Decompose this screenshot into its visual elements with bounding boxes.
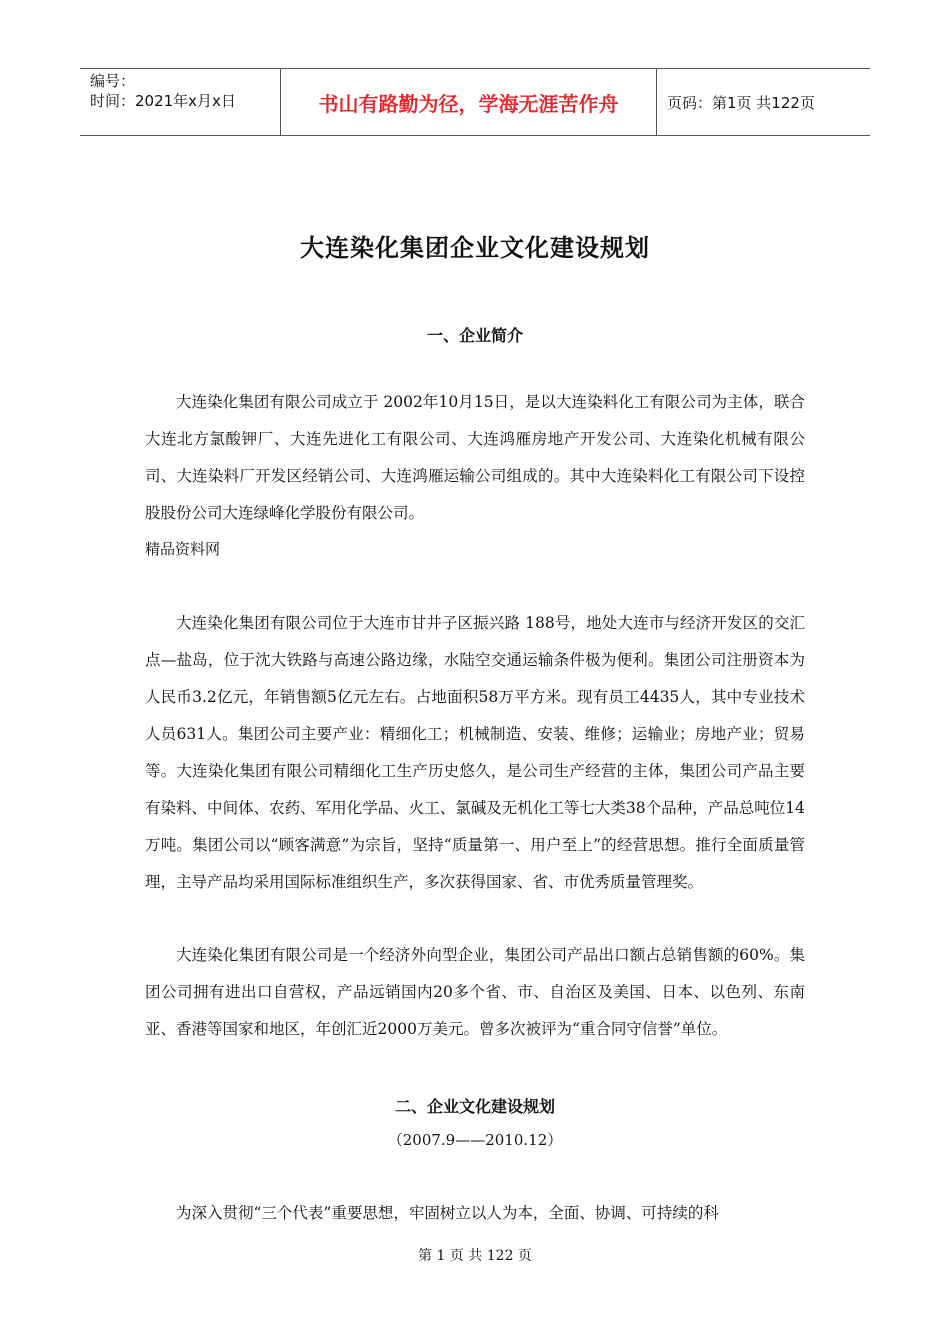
header-motto: 书山有路勤为径，学海无涯苦作舟 (280, 69, 657, 135)
paragraph-company-location: 大连染化集团有限公司位于大连市甘井子区振兴路 188号，地处大连市与经济开发区的交汇点—盐岛，位于沈大铁路与高速公路边缘，水陆空交通运输条件极为便利。集团公司注册资本为人民币3.2亿元，年销售额5亿元左右。占地面积58万平方米。现有员工4435人，其中专业技术人员631人。集团公司主要产业：精细化工；机械制造、安装、维修；运输业；房地产业；贸易等。大连染化集团有限公司精细化工生产历史悠久，是公司生产经营的主体，集团公司产品主要有染料、中间体、农药、军用化学品、火工、氯碱及无机化工等七大类38个品种，产品总吨位14万吨。集团公司以“顾客满意”为宗旨，坚持“质量第一、用户至上”的经营思想。推行全面质量管理，主导产品均采用国际标准组织生产，多次获得国家、省、市优秀质量管理奖。 (145, 614, 805, 891)
document-number-label: 编号： (90, 72, 136, 90)
paragraph-company-export: 大连染化集团有限公司是一个经济外向型企业，集团公司产品出口额占总销售额的60%。集团公司拥有进出口自营权，产品远销国内20多个省、市、自治区及美国、日本、以色列、东南亚、香港等国家和地区，年创汇近2000万美元。曾多次被评为“重合同守信誉”单位。 (145, 946, 805, 1038)
section-1-title: 一、企业简介 (426, 326, 523, 345)
document-title: 大连染化集团企业文化建设规划 (300, 233, 650, 262)
page-header (80, 68, 870, 136)
paragraph-company-intro: 大连染化集团有限公司成立于 2002年10月15日，是以大连染料化工有限公司为主体，联合大连北方氯酸钾厂、大连先进化工有限公司、大连鸿雁房地产开发公司、大连染化机械有限公司、大连染料厂开发区经销公司、大连鸿雁运输公司组成的。其中大连染料化工有限公司下设控股股份公司大连绿峰化学股份有限公司。 (145, 393, 805, 522)
header-page-code: 页码：第1页 共122页 (667, 93, 815, 112)
document-time-label: 时间：2021年x月x日 (90, 92, 236, 110)
header-meta (80, 69, 280, 135)
section-2-period: （2007.9——2010.12） (387, 1131, 563, 1149)
paragraph-culture-plan: 为深入贯彻“三个代表”重要思想，牢固树立以人为本，全面、协调、可持续的科 (176, 1204, 719, 1222)
page-footer: 第 1 页 共 122 页 (418, 1248, 532, 1264)
section-2-title: 二、企业文化建设规划 (394, 1097, 555, 1116)
watermark-text: 精品资料网 (145, 540, 221, 558)
